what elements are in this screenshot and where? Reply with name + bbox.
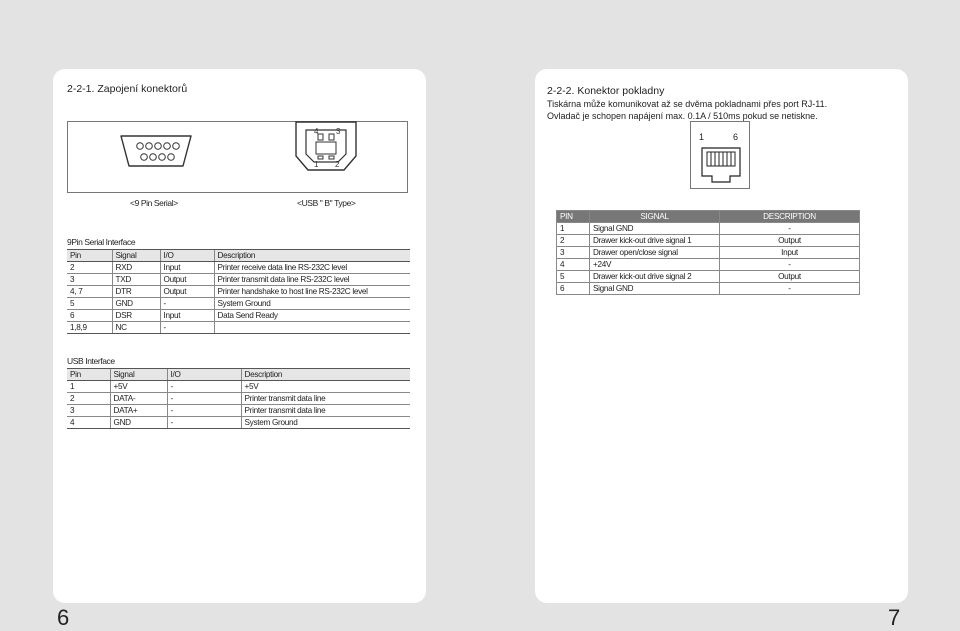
cell: DATA-	[110, 393, 167, 405]
header-description: Description	[214, 250, 410, 262]
cell: -	[167, 393, 241, 405]
cell: 1	[557, 223, 590, 235]
cell: 4	[67, 417, 110, 429]
header-pin: PIN	[557, 211, 590, 223]
header-description: DESCRIPTION	[720, 211, 860, 223]
cell: -	[160, 322, 214, 334]
cell: GND	[112, 298, 160, 310]
rj11-figure	[690, 121, 750, 189]
cell: Input	[160, 262, 214, 274]
cell: Signal GND	[590, 283, 720, 295]
cell: -	[720, 223, 860, 235]
cell: Output	[720, 271, 860, 283]
cell: Output	[720, 235, 860, 247]
cell: 1	[67, 381, 110, 393]
cell: 6	[557, 283, 590, 295]
cell: 5	[557, 271, 590, 283]
cell: 3	[67, 405, 110, 417]
table-row	[557, 259, 860, 271]
connector-figure	[67, 121, 408, 193]
cell: -	[167, 381, 241, 393]
table-row	[557, 271, 860, 283]
cell: Printer transmit data line	[241, 405, 410, 417]
table-header-row	[67, 369, 410, 381]
cell: DTR	[112, 286, 160, 298]
table-row	[67, 310, 410, 322]
cell: 4	[557, 259, 590, 271]
table-row	[67, 262, 410, 274]
cell: -	[720, 283, 860, 295]
db9-serial-connector-icon	[118, 133, 194, 169]
cell: -	[720, 259, 860, 271]
cell: Signal GND	[590, 223, 720, 235]
page-number-right: 7	[888, 605, 901, 630]
cell: +5V	[241, 381, 410, 393]
header-io: I/O	[160, 250, 214, 262]
usb-pin-3-label: 3	[336, 127, 341, 136]
right-page	[535, 69, 908, 603]
serial-caption: <9 Pin Serial>	[130, 198, 178, 208]
cell: Drawer open/close signal	[590, 247, 720, 259]
usb-pin-2-label: 2	[335, 160, 340, 169]
cell: GND	[110, 417, 167, 429]
cell: -	[167, 405, 241, 417]
usb-table-title: USB Interface	[67, 356, 115, 366]
table-header-row	[67, 250, 410, 262]
table-row	[67, 381, 410, 393]
cell: Drawer kick-out drive signal 1	[590, 235, 720, 247]
table-row	[67, 322, 410, 334]
header-signal: Signal	[110, 369, 167, 381]
description-line-1: Tiskárna může komunikovat až se dvěma pokladnami přes port RJ-11.	[547, 99, 828, 109]
cell: +5V	[110, 381, 167, 393]
cell: System Ground	[241, 417, 410, 429]
usb-pin-1-label: 1	[314, 160, 319, 169]
rj11-socket-icon	[700, 146, 742, 184]
description-line-2: Ovladač je schopen napájení max. 0.1A / 510ms pokud se netiskne.	[547, 111, 818, 121]
section-title-drawer-connector: 2-2-2. Konektor pokladny	[547, 85, 665, 97]
header-pin: Pin	[67, 369, 110, 381]
table-header-row	[557, 211, 860, 223]
table-row	[67, 393, 410, 405]
cell: Output	[160, 274, 214, 286]
cell: TXD	[112, 274, 160, 286]
cell: 6	[67, 310, 112, 322]
cell: 5	[67, 298, 112, 310]
table-row	[67, 298, 410, 310]
left-page	[53, 69, 426, 603]
usb-b-connector-icon	[294, 120, 358, 174]
table-row	[67, 286, 410, 298]
table-row	[557, 235, 860, 247]
usb-pin-table	[67, 368, 410, 429]
cell: Printer receive data line RS-232C level	[214, 262, 410, 274]
cell: +24V	[590, 259, 720, 271]
cell: 2	[557, 235, 590, 247]
serial-table-title: 9Pin Serial Interface	[67, 237, 136, 247]
header-description: Description	[241, 369, 410, 381]
table-row	[67, 274, 410, 286]
usb-caption: <USB " B" Type>	[297, 198, 356, 208]
cell: 3	[67, 274, 112, 286]
serial-pin-table	[67, 249, 410, 334]
cell: -	[160, 298, 214, 310]
cell: 1,8,9	[67, 322, 112, 334]
cell: NC	[112, 322, 160, 334]
cell: Printer handshake to host line RS-232C level	[214, 286, 410, 298]
header-pin: Pin	[67, 250, 112, 262]
cell: Input	[720, 247, 860, 259]
cell: RXD	[112, 262, 160, 274]
cell: DATA+	[110, 405, 167, 417]
cell: 2	[67, 262, 112, 274]
cell: Printer transmit data line	[241, 393, 410, 405]
table-row	[557, 247, 860, 259]
table-row	[557, 283, 860, 295]
table-row	[67, 405, 410, 417]
cell: Drawer kick-out drive signal 2	[590, 271, 720, 283]
cell: -	[167, 417, 241, 429]
cell: Data Send Ready	[214, 310, 410, 322]
cell: 3	[557, 247, 590, 259]
section-title-connectors: 2-2-1. Zapojení konektorů	[67, 83, 188, 95]
header-io: I/O	[167, 369, 241, 381]
rj-pin-1-label: 1	[699, 132, 705, 142]
cell: Output	[160, 286, 214, 298]
header-signal: Signal	[112, 250, 160, 262]
cell: Printer transmit data line RS-232C level	[214, 274, 410, 286]
drawer-pin-table	[556, 210, 860, 295]
cell: 4, 7	[67, 286, 112, 298]
rj-pin-6-label: 6	[733, 132, 739, 142]
table-row	[557, 223, 860, 235]
cell: 2	[67, 393, 110, 405]
page-number-left: 6	[57, 605, 70, 630]
header-signal: SIGNAL	[590, 211, 720, 223]
cell: Input	[160, 310, 214, 322]
cell: DSR	[112, 310, 160, 322]
table-row	[67, 417, 410, 429]
cell: System Ground	[214, 298, 410, 310]
cell	[214, 322, 410, 334]
usb-pin-4-label: 4	[314, 127, 319, 136]
